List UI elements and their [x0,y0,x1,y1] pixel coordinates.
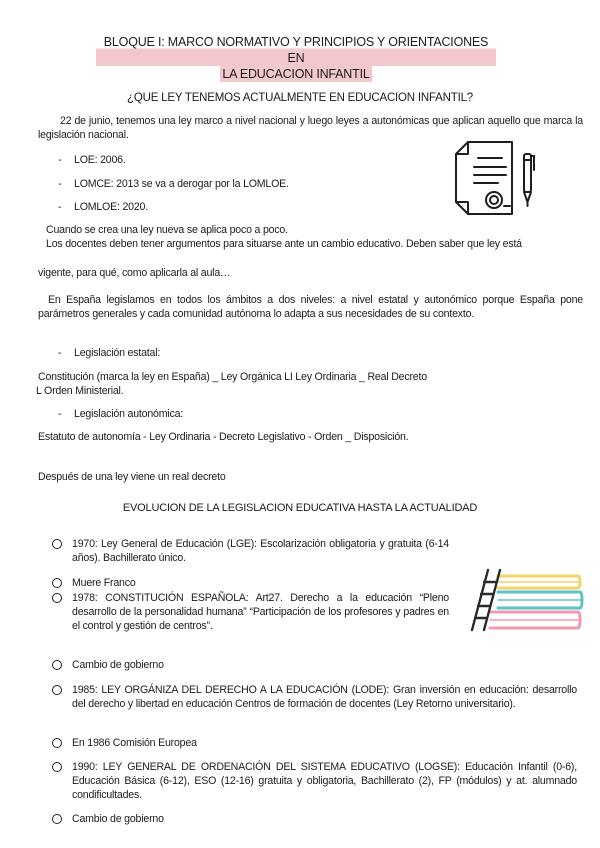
timeline-text: Cambio de gobierno [72,813,164,825]
after-law-note: Después de una ley viene un real decreto [38,471,226,483]
intro-paragraph: 22 de junio, tenemos una ley marco a nivel nacional y luego leyes a autonómicas que aplican aquello que marca la legislación nacional. [38,115,583,141]
law-label: LOMLOE: 2020. [74,201,148,213]
circle-bullet-icon [52,539,62,549]
circle-bullet-icon [52,762,62,772]
timeline-item-franco [52,576,449,590]
state-legislation-text-2: L Orden Ministerial. [36,385,124,397]
law-label: LOE: 2006. [74,154,126,166]
section-heading-evolution: EVOLUCION DE LA LEGISLACION EDUCATIVA HASTA LA ACTUALIDAD [122,502,478,514]
law-label: LOMCE: 2013 se va a derogar por la LOMLOE. [74,178,289,190]
timeline-text: Muere Franco [72,577,136,589]
timeline-text: En 1986 Comisión Europea [72,737,197,749]
timeline-item-gov-change-1 [52,658,449,672]
law-list-item-lomloe: - LOMLOE: 2020. [58,201,148,213]
timeline-text: 1990: LEY GENERAL DE ORDENACIÓN DEL SISTEMA EDUCATIVO (LOGSE): Educación Infantil (0-6), Educación Básica (6-12), ESO (12-16) gratuita y obligatoria, Bachillerato (2), FP (módulos) y at. alumnado condificultades. [72,761,577,801]
document-outline [456,142,512,214]
regional-legislation-label: - Legislación autonómica: [58,408,184,420]
paragraph-teachers: Los docentes deben tener argumentos para situarse ante un cambio educativo. Deben saber que ley está [46,238,522,250]
timeline-text: Cambio de gobierno [72,659,164,671]
circle-bullet-icon [52,814,62,824]
paragraph-teachers-cont: vigente, para qué, como aplicarla al aula… [38,267,231,279]
law-list-item-lomce: - LOMCE: 2013 se va a derogar por la LOMLOE. [58,178,289,190]
timeline-item-1970 [52,537,449,565]
timeline-text: 1970: Ley General de Educación (LGE): Escolarización obligatoria y gratuita (6-14 años). Bachillerato único. [72,538,449,564]
circle-bullet-icon [52,738,62,748]
timeline-text: 1985: LEY ORGÁNIZA DEL DERECHO A LA EDUCACIÓN (LODE): Gran inversión en educación: desarrollo del derecho y libertad en educación Centros de formación de docentes (Ley Retorno universitario). [72,684,577,710]
circle-bullet-icon [52,578,62,588]
timeline-text: 1978: CONSTITUCIÓN ESPAÑOLA: Art27. Derecho a la educación “Pleno desarrollo de la personalidad humana” “Participación de los profesores y padres en el control y gestión de centros”. [72,592,449,632]
timeline-item-1986 [52,736,577,750]
circle-bullet-icon [52,593,62,603]
regional-legislation-text: Estatuto de autonomía - Ley Ordinaria - Decreto Legislativo - Orden _ Disposición. [38,431,409,443]
timeline-item-1985 [52,683,577,711]
timeline-item-1990 [52,760,577,802]
paragraph-new-law: Cuando se crea una ley nueva se aplica poco a poco. [46,224,288,236]
timeline-item-gov-change-2 [52,812,577,826]
law-list-item-loe: - LOE: 2006. [58,154,126,166]
label-text: Legislación autonómica: [74,408,184,420]
circle-bullet-icon [52,685,62,695]
timeline-item-1978 [52,591,449,633]
document-certificate-icon [454,140,542,218]
circle-bullet-icon [52,660,62,670]
page-title [96,34,496,82]
books-ladder-icon [468,568,584,632]
state-legislation-text: Constitución (marca la ley en España) _ Ley Orgánica LI Ley Ordinaria _ Real Decreto [38,371,427,383]
title-line-1: BLOQUE I: MARCO NORMATIVO Y PRINCIPIOS Y ORIENTACIONES EN [96,34,496,66]
title-line-2: LA EDUCACION INFANTIL [222,67,370,81]
state-legislation-label: - Legislación estatal: [58,347,161,359]
label-text: Legislación estatal: [74,347,161,359]
paragraph-legislation-levels: En España legislamos en todos los ámbitos a dos niveles: a nivel estatal y autonómico porque España pone parámetros generales y cada comunidad autónoma lo adapta a sus necesidades de su contexto. [38,294,583,320]
section-heading-current-law: ¿QUE LEY TENEMOS ACTUALMENTE EN EDUCACION INFANTIL? [127,92,473,104]
